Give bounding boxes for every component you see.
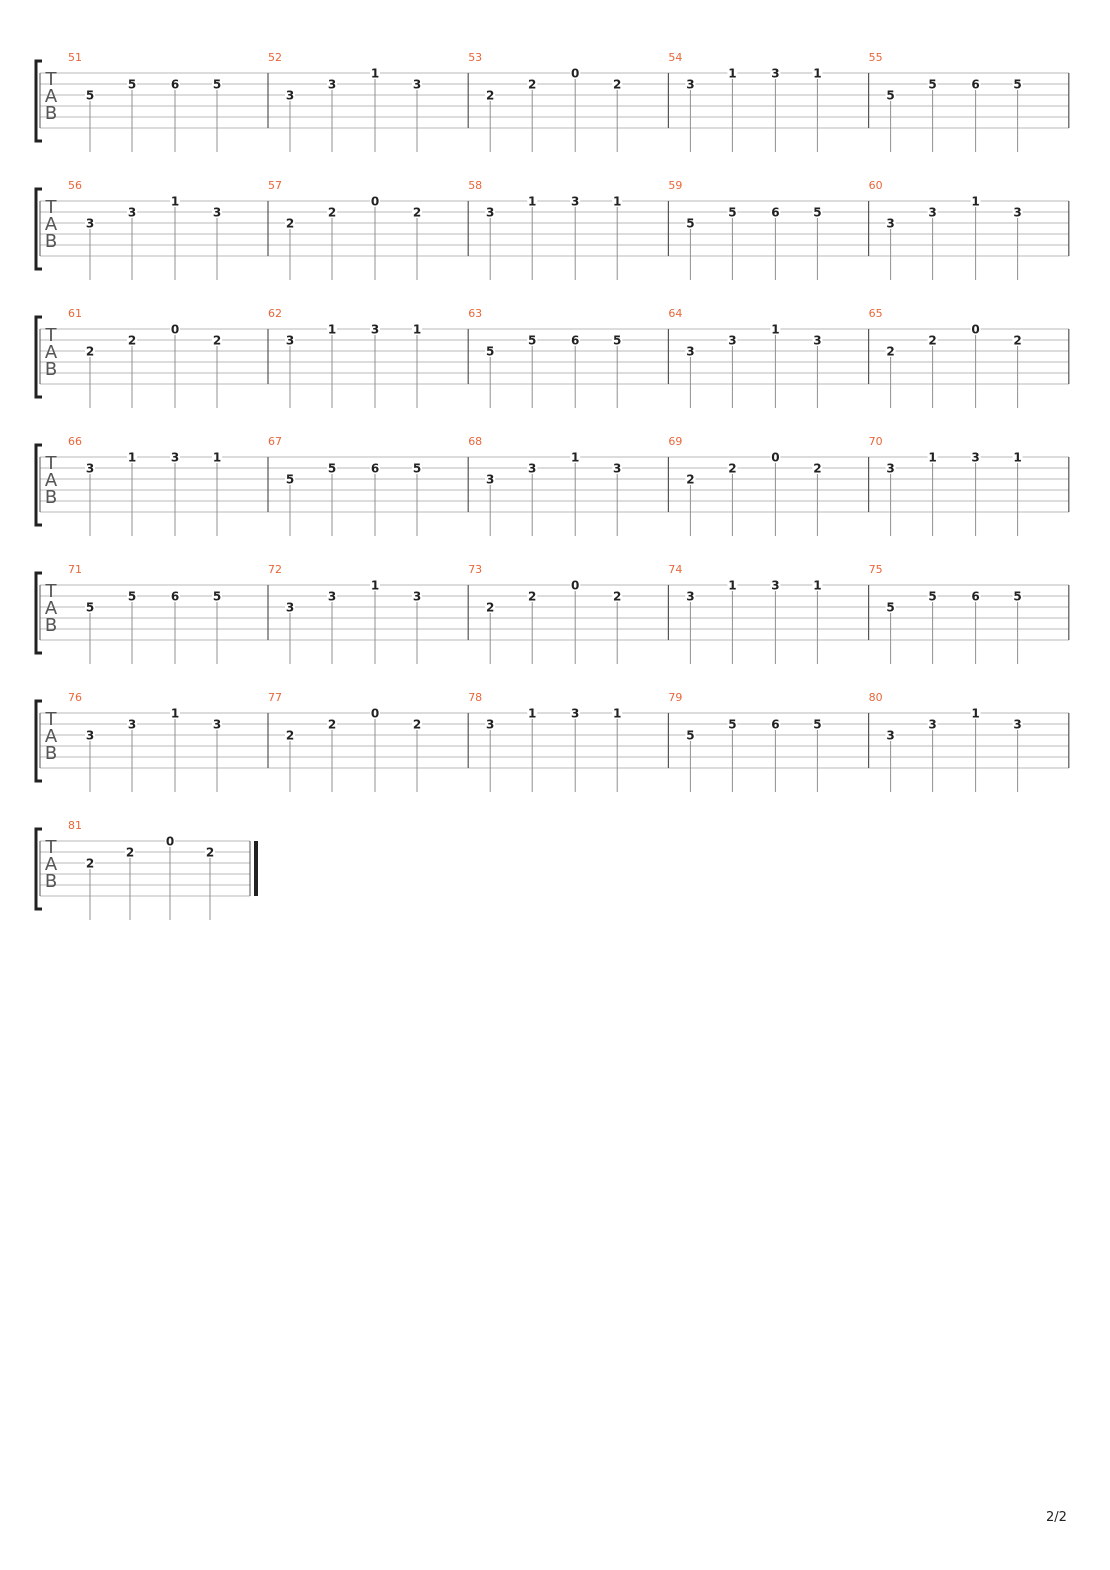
fret-number: 5 bbox=[728, 717, 737, 732]
fret-number: 3 bbox=[886, 216, 895, 231]
measure-number: 71 bbox=[68, 563, 82, 576]
measure-number: 54 bbox=[668, 51, 683, 64]
fret-number: 1 bbox=[528, 194, 537, 209]
fret-number: 1 bbox=[813, 66, 822, 81]
tab-clef-letter: A bbox=[44, 726, 58, 747]
fret-number: 5 bbox=[327, 461, 337, 476]
tab-clef-letter: B bbox=[44, 871, 58, 892]
fret-number: 3 bbox=[813, 333, 822, 348]
measure-number: 57 bbox=[268, 179, 282, 192]
fret-number: 6 bbox=[170, 77, 180, 92]
measure-number: 63 bbox=[468, 307, 483, 320]
fret-number: 0 bbox=[771, 450, 780, 465]
fret-number: 1 bbox=[212, 450, 222, 465]
fret-number: 1 bbox=[327, 322, 337, 337]
fret-number: 3 bbox=[571, 194, 580, 209]
fret-number: 2 bbox=[285, 728, 295, 743]
measure-number: 76 bbox=[68, 691, 82, 704]
tab-clef-letter: T bbox=[45, 581, 57, 602]
measure-number: 75 bbox=[868, 563, 883, 576]
fret-number: 5 bbox=[686, 216, 695, 231]
fret-number: 2 bbox=[728, 461, 737, 476]
fret-number: 3 bbox=[1013, 205, 1022, 220]
fret-number: 1 bbox=[170, 194, 180, 209]
fret-number: 3 bbox=[170, 450, 180, 465]
fret-number: 5 bbox=[127, 589, 137, 604]
fret-number: 3 bbox=[486, 717, 495, 732]
fret-number: 3 bbox=[771, 578, 780, 593]
fret-number: 5 bbox=[212, 589, 222, 604]
fret-number: 5 bbox=[613, 333, 622, 348]
fret-number: 0 bbox=[370, 706, 380, 721]
fret-number: 3 bbox=[327, 77, 337, 92]
fret-number: 5 bbox=[813, 717, 822, 732]
fret-number: 2 bbox=[486, 600, 495, 615]
tab-clef-letter: A bbox=[44, 214, 58, 235]
fret-number: 6 bbox=[771, 717, 780, 732]
fret-number: 1 bbox=[528, 706, 537, 721]
fret-number: 1 bbox=[127, 450, 137, 465]
fret-number: 3 bbox=[971, 450, 980, 465]
fret-number: 0 bbox=[571, 578, 580, 593]
fret-number: 2 bbox=[928, 333, 937, 348]
fret-number: 5 bbox=[127, 77, 137, 92]
fret-number: 5 bbox=[1013, 77, 1022, 92]
measure-number: 66 bbox=[68, 435, 82, 448]
measure-number: 74 bbox=[668, 563, 683, 576]
fret-number: 2 bbox=[486, 88, 495, 103]
fret-number: 3 bbox=[412, 77, 422, 92]
fret-number: 6 bbox=[971, 589, 980, 604]
measure-number: 59 bbox=[668, 179, 683, 192]
fret-number: 5 bbox=[285, 472, 295, 487]
fret-number: 2 bbox=[528, 589, 537, 604]
measure-number: 79 bbox=[668, 691, 683, 704]
fret-number: 0 bbox=[571, 66, 580, 81]
fret-number: 2 bbox=[327, 205, 337, 220]
fret-number: 5 bbox=[212, 77, 222, 92]
fret-number: 3 bbox=[613, 461, 622, 476]
tab-clef-letter: B bbox=[44, 103, 58, 124]
fret-number: 3 bbox=[928, 205, 937, 220]
fret-number: 1 bbox=[971, 194, 980, 209]
measure-number: 58 bbox=[468, 179, 483, 192]
fret-number: 6 bbox=[370, 461, 380, 476]
measure-number: 60 bbox=[868, 179, 883, 192]
tab-clef-letter: A bbox=[44, 86, 58, 107]
fret-number: 3 bbox=[212, 717, 222, 732]
fret-number: 6 bbox=[771, 205, 780, 220]
fret-number: 2 bbox=[285, 216, 295, 231]
measure-number: 72 bbox=[268, 563, 282, 576]
fret-number: 3 bbox=[212, 205, 222, 220]
fret-number: 0 bbox=[170, 322, 180, 337]
fret-number: 1 bbox=[971, 706, 980, 721]
measure-number: 56 bbox=[68, 179, 82, 192]
fret-number: 3 bbox=[528, 461, 537, 476]
fret-number: 0 bbox=[165, 834, 175, 849]
fret-number: 1 bbox=[728, 66, 737, 81]
fret-number: 6 bbox=[971, 77, 980, 92]
fret-number: 1 bbox=[412, 322, 422, 337]
fret-number: 3 bbox=[686, 344, 695, 359]
fret-number: 2 bbox=[212, 333, 222, 348]
measure-number: 73 bbox=[468, 563, 483, 576]
fret-number: 3 bbox=[886, 461, 895, 476]
fret-number: 2 bbox=[886, 344, 895, 359]
fret-number: 5 bbox=[886, 88, 895, 103]
measure-number: 80 bbox=[868, 691, 883, 704]
tab-clef-letter: B bbox=[44, 359, 58, 380]
fret-number: 3 bbox=[886, 728, 895, 743]
tab-clef-letter: B bbox=[44, 615, 58, 636]
fret-number: 1 bbox=[771, 322, 780, 337]
tab-clef-letter: B bbox=[44, 231, 58, 252]
fret-number: 2 bbox=[412, 717, 422, 732]
fret-number: 3 bbox=[486, 205, 495, 220]
tab-clef-letter: T bbox=[45, 69, 57, 90]
fret-number: 1 bbox=[928, 450, 937, 465]
measure-number: 53 bbox=[468, 51, 483, 64]
tab-clef-letter: A bbox=[44, 342, 58, 363]
fret-number: 5 bbox=[928, 589, 937, 604]
fret-number: 3 bbox=[285, 333, 295, 348]
fret-number: 2 bbox=[127, 333, 137, 348]
fret-number: 2 bbox=[813, 461, 822, 476]
fret-number: 1 bbox=[170, 706, 180, 721]
fret-number: 3 bbox=[85, 728, 95, 743]
tab-clef-letter: B bbox=[44, 743, 58, 764]
fret-number: 3 bbox=[327, 589, 337, 604]
fret-number: 5 bbox=[686, 728, 695, 743]
fret-number: 3 bbox=[127, 717, 137, 732]
fret-number: 2 bbox=[85, 856, 95, 871]
fret-number: 3 bbox=[412, 589, 422, 604]
tab-clef-letter: T bbox=[45, 709, 57, 730]
fret-number: 5 bbox=[412, 461, 422, 476]
fret-number: 3 bbox=[686, 77, 695, 92]
fret-number: 5 bbox=[886, 600, 895, 615]
fret-number: 1 bbox=[370, 66, 380, 81]
page-number: 2/2 bbox=[1046, 1510, 1067, 1525]
final-barline-thick bbox=[254, 841, 258, 896]
fret-number: 6 bbox=[571, 333, 580, 348]
fret-number: 2 bbox=[205, 845, 215, 860]
fret-number: 1 bbox=[571, 450, 580, 465]
fret-number: 1 bbox=[813, 578, 822, 593]
fret-number: 3 bbox=[85, 216, 95, 231]
fret-number: 2 bbox=[327, 717, 337, 732]
fret-number: 1 bbox=[370, 578, 380, 593]
fret-number: 2 bbox=[613, 77, 622, 92]
fret-number: 5 bbox=[1013, 589, 1022, 604]
fret-number: 3 bbox=[85, 461, 95, 476]
fret-number: 2 bbox=[125, 845, 135, 860]
fret-number: 3 bbox=[370, 322, 380, 337]
tab-clef-letter: T bbox=[45, 325, 57, 346]
fret-number: 3 bbox=[571, 706, 580, 721]
measure-number: 77 bbox=[268, 691, 282, 704]
fret-number: 5 bbox=[728, 205, 737, 220]
fret-number: 2 bbox=[85, 344, 95, 359]
fret-number: 1 bbox=[613, 706, 622, 721]
tab-clef-letter: T bbox=[45, 837, 57, 858]
measure-number: 78 bbox=[468, 691, 483, 704]
fret-number: 5 bbox=[85, 88, 95, 103]
fret-number: 6 bbox=[170, 589, 180, 604]
fret-number: 2 bbox=[528, 77, 537, 92]
measure-number: 61 bbox=[68, 307, 82, 320]
fret-number: 3 bbox=[771, 66, 780, 81]
fret-number: 5 bbox=[85, 600, 95, 615]
measure-number: 51 bbox=[68, 51, 82, 64]
fret-number: 5 bbox=[528, 333, 537, 348]
fret-number: 0 bbox=[971, 322, 980, 337]
fret-number: 3 bbox=[285, 600, 295, 615]
fret-number: 0 bbox=[370, 194, 380, 209]
tab-clef-letter: A bbox=[44, 598, 58, 619]
measure-number: 81 bbox=[68, 819, 82, 832]
tab-clef-letter: B bbox=[44, 487, 58, 508]
measure-number: 67 bbox=[268, 435, 282, 448]
tab-clef-letter: A bbox=[44, 854, 58, 875]
fret-number: 5 bbox=[928, 77, 937, 92]
fret-number: 2 bbox=[686, 472, 695, 487]
fret-number: 1 bbox=[613, 194, 622, 209]
measure-number: 65 bbox=[868, 307, 883, 320]
measure-number: 55 bbox=[868, 51, 883, 64]
tab-clef-letter: T bbox=[45, 197, 57, 218]
measure-number: 69 bbox=[668, 435, 683, 448]
fret-number: 3 bbox=[486, 472, 495, 487]
tab-clef-letter: T bbox=[45, 453, 57, 474]
fret-number: 2 bbox=[412, 205, 422, 220]
fret-number: 5 bbox=[813, 205, 822, 220]
fret-number: 3 bbox=[127, 205, 137, 220]
measure-number: 52 bbox=[268, 51, 282, 64]
fret-number: 1 bbox=[1013, 450, 1022, 465]
fret-number: 2 bbox=[613, 589, 622, 604]
fret-number: 3 bbox=[686, 589, 695, 604]
fret-number: 3 bbox=[1013, 717, 1022, 732]
fret-number: 3 bbox=[928, 717, 937, 732]
measure-number: 62 bbox=[268, 307, 282, 320]
fret-number: 5 bbox=[486, 344, 495, 359]
measure-number: 64 bbox=[668, 307, 683, 320]
measure-number: 68 bbox=[468, 435, 483, 448]
measure-number: 70 bbox=[868, 435, 883, 448]
fret-number: 3 bbox=[285, 88, 295, 103]
tab-clef-letter: A bbox=[44, 470, 58, 491]
fret-number: 2 bbox=[1013, 333, 1022, 348]
fret-number: 1 bbox=[728, 578, 737, 593]
fret-number: 3 bbox=[728, 333, 737, 348]
